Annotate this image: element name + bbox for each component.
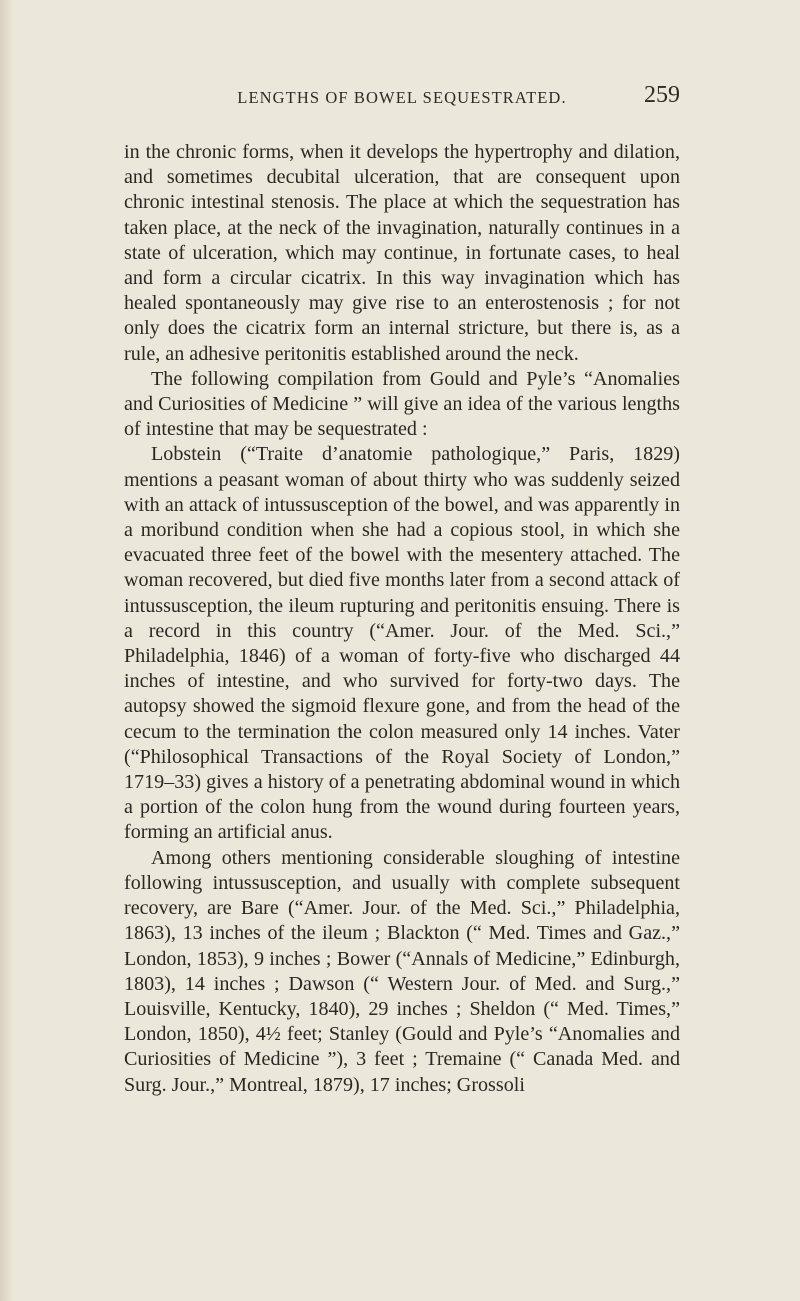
paragraph-continuation: in the chronic forms, when it develops the hypertrophy and dilation, and sometimes decubital ulceration, that are consequent upon chronic intestinal stenosis. The place at which the sequestration has taken place, at the neck of the invagination, naturally continues in a state of ulceration, which may continue, in fortunate cases, to heal and form a circular cicatrix. In this way invagination which has healed spontaneously may give rise to an enterostenosis ; for not only does the cicatrix form an internal stricture, but there is, as a rule, an adhesive peritonitis established around the neck. (124, 141, 680, 365)
binding-shadow (0, 0, 14, 1301)
body-text (124, 140, 680, 1098)
running-title: LENGTHS OF BOWEL SEQUESTRATED. (237, 88, 567, 107)
paragraph-lobstein: Lobstein (“Traite d’anatomie pathologique,” Paris, 1829) mentions a peasant woman of about thirty who was suddenly seized with an attack of intussusception of the bowel, and was apparently in a moribund condition when she had a copious stool, in which she evacuated three feet of the bowel with the mesentery attached. The woman recovered, but died five months later from a second attack of intussusception, the ileum rupturing and peritonitis ensuing. There is a record in this country (“Amer. Jour. of the Med. Sci.,” Philadelphia, 1846) of a woman of forty-five who discharged 44 inches of intestine, and who survived for forty-two days. The autopsy showed the sigmoid flexure gone, and from the head of the cecum to the termination the colon measured only 14 inches. Vater (“Philosophical Transactions of the Royal Society of London,” 1719–33) gives a history of a penetrating abdominal wound in which a portion of the colon hung from the wound during fourteen years, forming an artificial anus. (124, 443, 680, 844)
paragraph-others: Among others mentioning considerable sloughing of intestine following intussusception, and usually with complete subsequent recovery, are Bare (“Amer. Jour. of the Med. Sci.,” Philadelphia, 1863), 13 inches of the ileum ; Blackton (“ Med. Times and Gaz.,” London, 1853), 9 inches ; Bower (“Annals of Medicine,” Edinburgh, 1803), 14 inches ; Dawson (“ Western Jour. of Med. and Surg.,” Louisville, Kentucky, 1840), 29 inches ; Sheldon (“ Med. Times,” London, 1850), 4½ feet; Stanley (Gould and Pyle’s “Anomalies and Curiosities of Medicine ”), 3 feet ; Tremaine (“ Canada Med. and Surg. Jour.,” Montreal, 1879), 17 inches; Grossoli (124, 846, 680, 1096)
page-number: 259 (644, 82, 680, 108)
running-head (124, 82, 680, 116)
paragraph-compilation-intro: The following compilation from Gould and Pyle’s “Anomalies and Curiosities of Medicine ” will give an idea of the various lengths of intestine that may be sequestrated : (124, 367, 680, 441)
